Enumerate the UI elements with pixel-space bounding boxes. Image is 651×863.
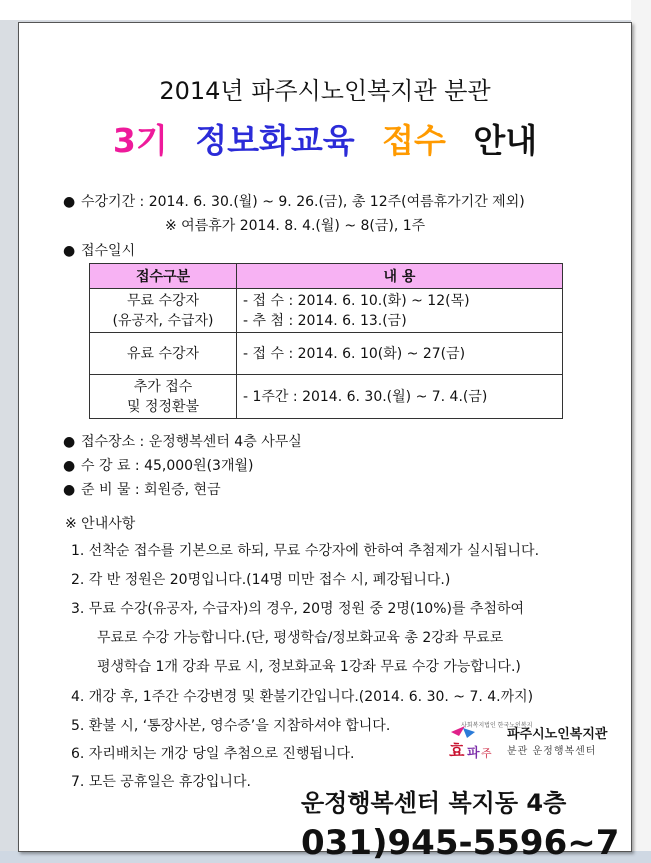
title-registration: 접수 <box>382 121 446 160</box>
bullet-icon: ● <box>63 434 76 450</box>
note-item: 6. 자리배치는 개강 당일 추첨으로 진행됩니다. <box>71 746 355 762</box>
svg-text:파: 파 <box>467 746 480 760</box>
table-row <box>90 289 563 333</box>
title-guide: 안내 <box>473 121 538 160</box>
bullet-reg-dates <box>63 240 135 260</box>
note-item: 4. 개강 후, 1주간 수강변경 및 환불기간입니다.(2014. 6. 30. ~ 7. 4.까지) <box>71 689 534 705</box>
bullet-place <box>63 431 302 451</box>
welfare-center-logo <box>447 720 617 764</box>
table-row <box>90 375 563 419</box>
title-line-1: 2014년 파주시노인복지관 분관 <box>159 77 491 105</box>
table-row <box>90 333 563 375</box>
note-item-continued: 무료로 수강 가능합니다.(단, 평생학습/정보화교육 총 2강좌 무료로 <box>97 630 504 646</box>
place-text: 접수장소 : 운정행복센터 4층 사무실 <box>81 434 302 450</box>
window-right-edge <box>631 0 651 863</box>
title-term: 3기 <box>112 121 168 160</box>
table-header-row <box>90 264 563 289</box>
vacation-note: ※ 여름휴가 2014. 8. 4.(월) ~ 8(금), 1주 <box>165 218 426 234</box>
notes-heading: ※ 안내사항 <box>65 516 136 532</box>
svg-text:효: 효 <box>449 741 465 760</box>
reg-dates-label: 접수일시 <box>81 243 136 259</box>
table-cell-content: - 접 수 : 2014. 6. 10.(화) ~ 12(목) - 추 첨 : 2014. 6. 13.(금) <box>237 289 563 333</box>
bullet-icon: ● <box>63 458 76 474</box>
title-course: 정보화교육 <box>195 121 355 160</box>
title-line-2 <box>19 115 631 162</box>
logo-name: 파주시노인복지관 <box>507 727 608 742</box>
note-item: 5. 환불 시, ‘통장사본, 영수증’을 지참하셔야 합니다. <box>71 718 391 734</box>
document-page <box>18 22 632 863</box>
svg-text:주: 주 <box>481 747 492 760</box>
bullet-icon: ● <box>63 482 76 498</box>
bullet-icon: ● <box>63 194 76 210</box>
registration-table <box>89 263 563 419</box>
bullet-fee <box>63 455 253 475</box>
logo-mark-icon <box>447 724 501 760</box>
note-item: 7. 모든 공휴일은 휴강입니다. <box>71 774 251 790</box>
note-item: 3. 무료 수강(유공자, 수급자)의 경우, 20명 정원 중 2명(10%)를 추첨하여 <box>71 601 525 617</box>
table-header-content: 내 용 <box>237 264 563 289</box>
note-item: 2. 각 반 정원은 20명입니다.(14명 미만 접수 시, 폐강됩니다.) <box>71 572 451 588</box>
bullet-icon: ● <box>63 243 76 259</box>
note-item-continued: 평생학습 1개 강좌 무료 시, 정보화교육 1강좌 무료 수강 가능합니다.) <box>97 659 521 675</box>
fee-text: 수 강 료 : 45,000원(3개월) <box>81 458 254 474</box>
table-cell-category: 유료 수강자 <box>90 333 237 375</box>
table-header-category: 접수구분 <box>90 264 237 289</box>
table-cell-category: 추가 접수 및 정정환불 <box>90 375 237 419</box>
footer-location: 운정행복센터 복지동 4층 <box>301 789 567 817</box>
bullet-prep <box>63 479 221 499</box>
bullet-period <box>63 191 525 211</box>
top-edge <box>0 0 651 20</box>
logo-tiny-text: 사회복지법인 한국노인복지 <box>461 722 533 729</box>
note-item: 1. 선착순 접수를 기본으로 하되, 무료 수강자에 한하여 추첨제가 실시됩니다. <box>71 543 540 559</box>
footer-phone: 031)945-5596~7 <box>301 823 620 863</box>
period-text: 수강기간 : 2014. 6. 30.(월) ~ 9. 26.(금), 총 12주(여름휴가기간 제외) <box>81 194 525 210</box>
table-cell-category: 무료 수강자 (유공자, 수급자) <box>90 289 237 333</box>
logo-sub: 분관 운정행복센터 <box>507 746 597 757</box>
prep-text: 준 비 물 : 회원증, 현금 <box>81 482 221 498</box>
table-cell-content: - 1주간 : 2014. 6. 30.(월) ~ 7. 4.(금) <box>237 375 563 419</box>
table-cell-content: - 접 수 : 2014. 6. 10(화) ~ 27(금) <box>237 333 563 375</box>
